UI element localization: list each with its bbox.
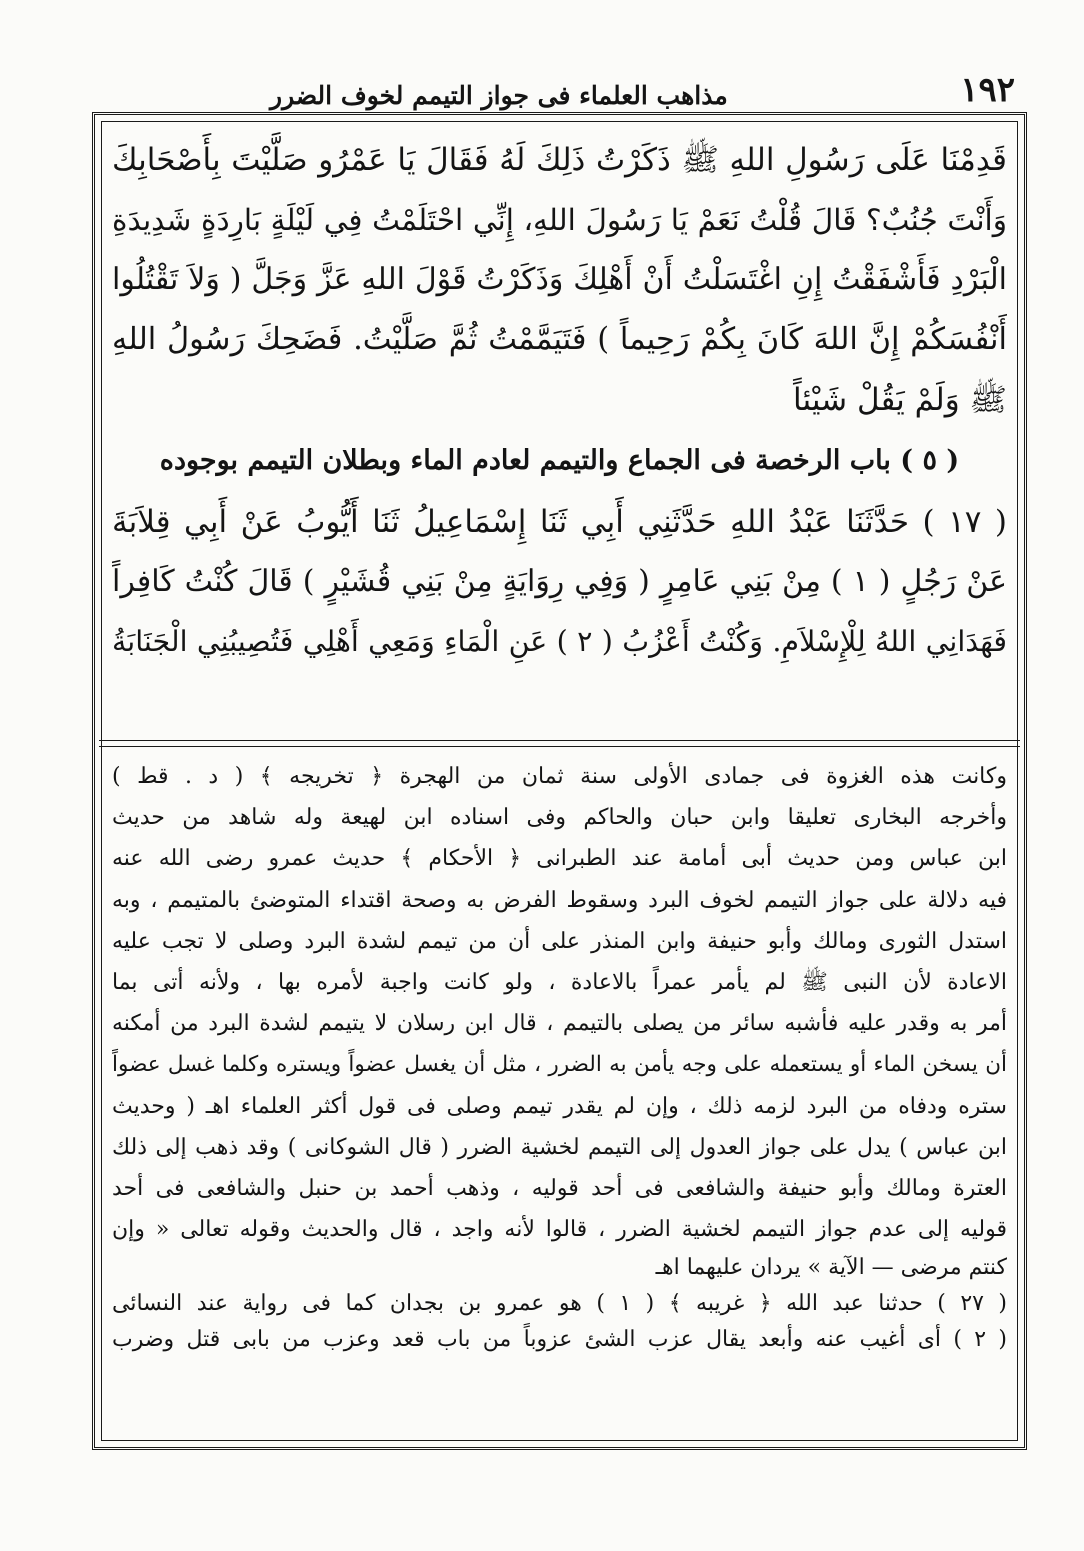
- hadith-line: ( ١٧ ) حَدَّثَنَا عَبْدُ اللهِ حَدَّثَنِي أَبِي ثَنَا إِسْمَاعِيلُ ثَنَا أَيُّوبُ عَنْ أَبِي قِلاَبَةَ: [112, 504, 1007, 540]
- footnote-line: أمر به وقدر عليه فأشبه سائر من يصلى بالتيمم ، قال ابن رسلان لا يتيمم لشدة البرد من أمكنه: [112, 1011, 1007, 1037]
- footnote-line: ( ٢ ) أى أغيب عنه وأبعد يقال عزب الشئ عزوباً من باب قعد وعزب من بابى قتل وضرب: [112, 1327, 1007, 1353]
- hadith-line: فَهَدَانِي اللهُ لِلْإِسْلاَمِ. وَكُنْتُ أَعْزُبُ ( ٢ ) عَنِ الْمَاءِ وَمَعِي أَهْلِي فَتُصِيبُنِي الْجَنَابَةُ: [112, 625, 1007, 658]
- footnote-line: ستره ودفاه من البرد لزمه ذلك ، وإن لم يقدر تيمم وصلى فى قول أكثر العلماء اهـ ( وحديث: [112, 1093, 1007, 1119]
- footnote-line: كنتم مرضى — الآية » يردان عليهما اهـ: [655, 1255, 1007, 1281]
- footnotes: [112, 756, 1007, 1436]
- main-line: وَأَنْتَ جُنُبٌ؟ قَالَ قُلْتُ نَعَمْ يَا رَسُولَ اللهِ، إِنِّي احْتَلَمْتُ فِي لَيْلَةٍ بَارِدَةٍ شَدِيدَةِ: [112, 203, 1007, 237]
- footnote-line: وكانت هذه الغزوة فى جمادى الأولى سنة ثمان من الهجرة ﴿ تخريجه ﴾ ( د . قط ): [112, 764, 1007, 789]
- footnote-line: أن يسخن الماء أو يستعمله على وجه يأمن به الضرر ، مثل أن يغسل عضواً ويستره وكلما غسل عضواً: [112, 1052, 1007, 1078]
- footnote-line: استدل الثورى ومالك وأبو حنيفة وابن المنذر على أن من تيمم لشدة البرد وصلى لا تجب عليه: [112, 928, 1007, 954]
- footnote-line: فيه دلالة على جواز التيمم لخوف البرد وسقوط الفرض به وصحة اقتداء المتوضئ بالمتيمم ، وبه: [112, 887, 1007, 913]
- main-line: ﷺ وَلَمْ يَقُلْ شَيْئاً: [793, 382, 1007, 418]
- footnote-line: الاعادة لأن النبى ﷺ لم يأمر عمراً بالاعادة ، ولو كانت واجبة لأمره بها ، ولأنه أتى بما: [112, 969, 1007, 995]
- footnote-divider: [99, 740, 1020, 747]
- page-number: ١٩٢: [960, 70, 1015, 110]
- footnote-line: وأخرجه البخارى تعليقا وابن حبان والحاكم وفى اسناده ابن لهيعة وله شاهد من حديث: [112, 805, 1007, 831]
- main-line: الْبَرْدِ فَأَشْفَقْتُ إِنِ اغْتَسَلْتُ أَنْ أَهْلِكَ وَذَكَرْتُ قَوْلَ اللهِ عَزَّ وَجَلَّ ( وَلاَ تَقْتُلُوا: [112, 262, 1007, 297]
- main-line: قَدِمْنَا عَلَى رَسُولِ اللهِ ﷺ ذَكَرْتُ ذَلِكَ لَهُ فَقَالَ يَا عَمْرُو صَلَّيْتَ بِأَصْحَابِكَ: [112, 142, 1007, 178]
- hadith-line: عَنْ رَجُلٍ ( ١ ) مِنْ بَنِي عَامِرٍ ( وَفِي رِوَايَةٍ مِنْ بَنِي قُشَيْرٍ ) قَالَ كُنْتُ كَافِراً: [112, 564, 1007, 599]
- main-line: أَنْفُسَكُمْ إِنَّ اللهَ كَانَ بِكُمْ رَحِيماً ) فَتَيَمَّمْتُ ثُمَّ صَلَّيْتُ. فَضَحِكَ رَسُولُ اللهِ: [112, 322, 1007, 357]
- footnote-line: ابن عباس ) يدل على جواز العدول إلى التيمم لخشية الضرر ( قال الشوكانى ) وقد ذهب إلى ذلك: [112, 1134, 1007, 1160]
- page-header: [110, 70, 1015, 110]
- footnote-line: قوليه إلى عدم جواز التيمم لخشية الضرر ، قالوا لأنه واجد ، قال والحديث وقوله تعالى « وإن: [112, 1217, 1007, 1243]
- footnote-line: ( ٢٧ ) حدثنا عبد الله ﴿ غريبه ﴾ ( ١ ) هو عمرو بن بجدان كما فى رواية عند النسائى: [112, 1291, 1007, 1317]
- footnote-line: ابن عباس ومن حديث أبى أمامة عند الطبرانى ﴿ الأحكام ﴾ حديث عمرو رضى الله عنه: [112, 846, 1007, 872]
- chapter-heading: ( ٥ ) باب الرخصة فى الجماع والتيمم لعادم الماء وبطلان التيمم بوجوده: [159, 445, 960, 476]
- main-text: [112, 130, 1007, 740]
- footnote-line: العترة ومالك وأبو حنيفة والشافعى فى أحد قوليه ، وذهب أحمد بن حنبل والشافعى فى أحد: [112, 1175, 1007, 1201]
- running-title: مذاهب العلماء فى جواز التيمم لخوف الضرر: [270, 81, 728, 110]
